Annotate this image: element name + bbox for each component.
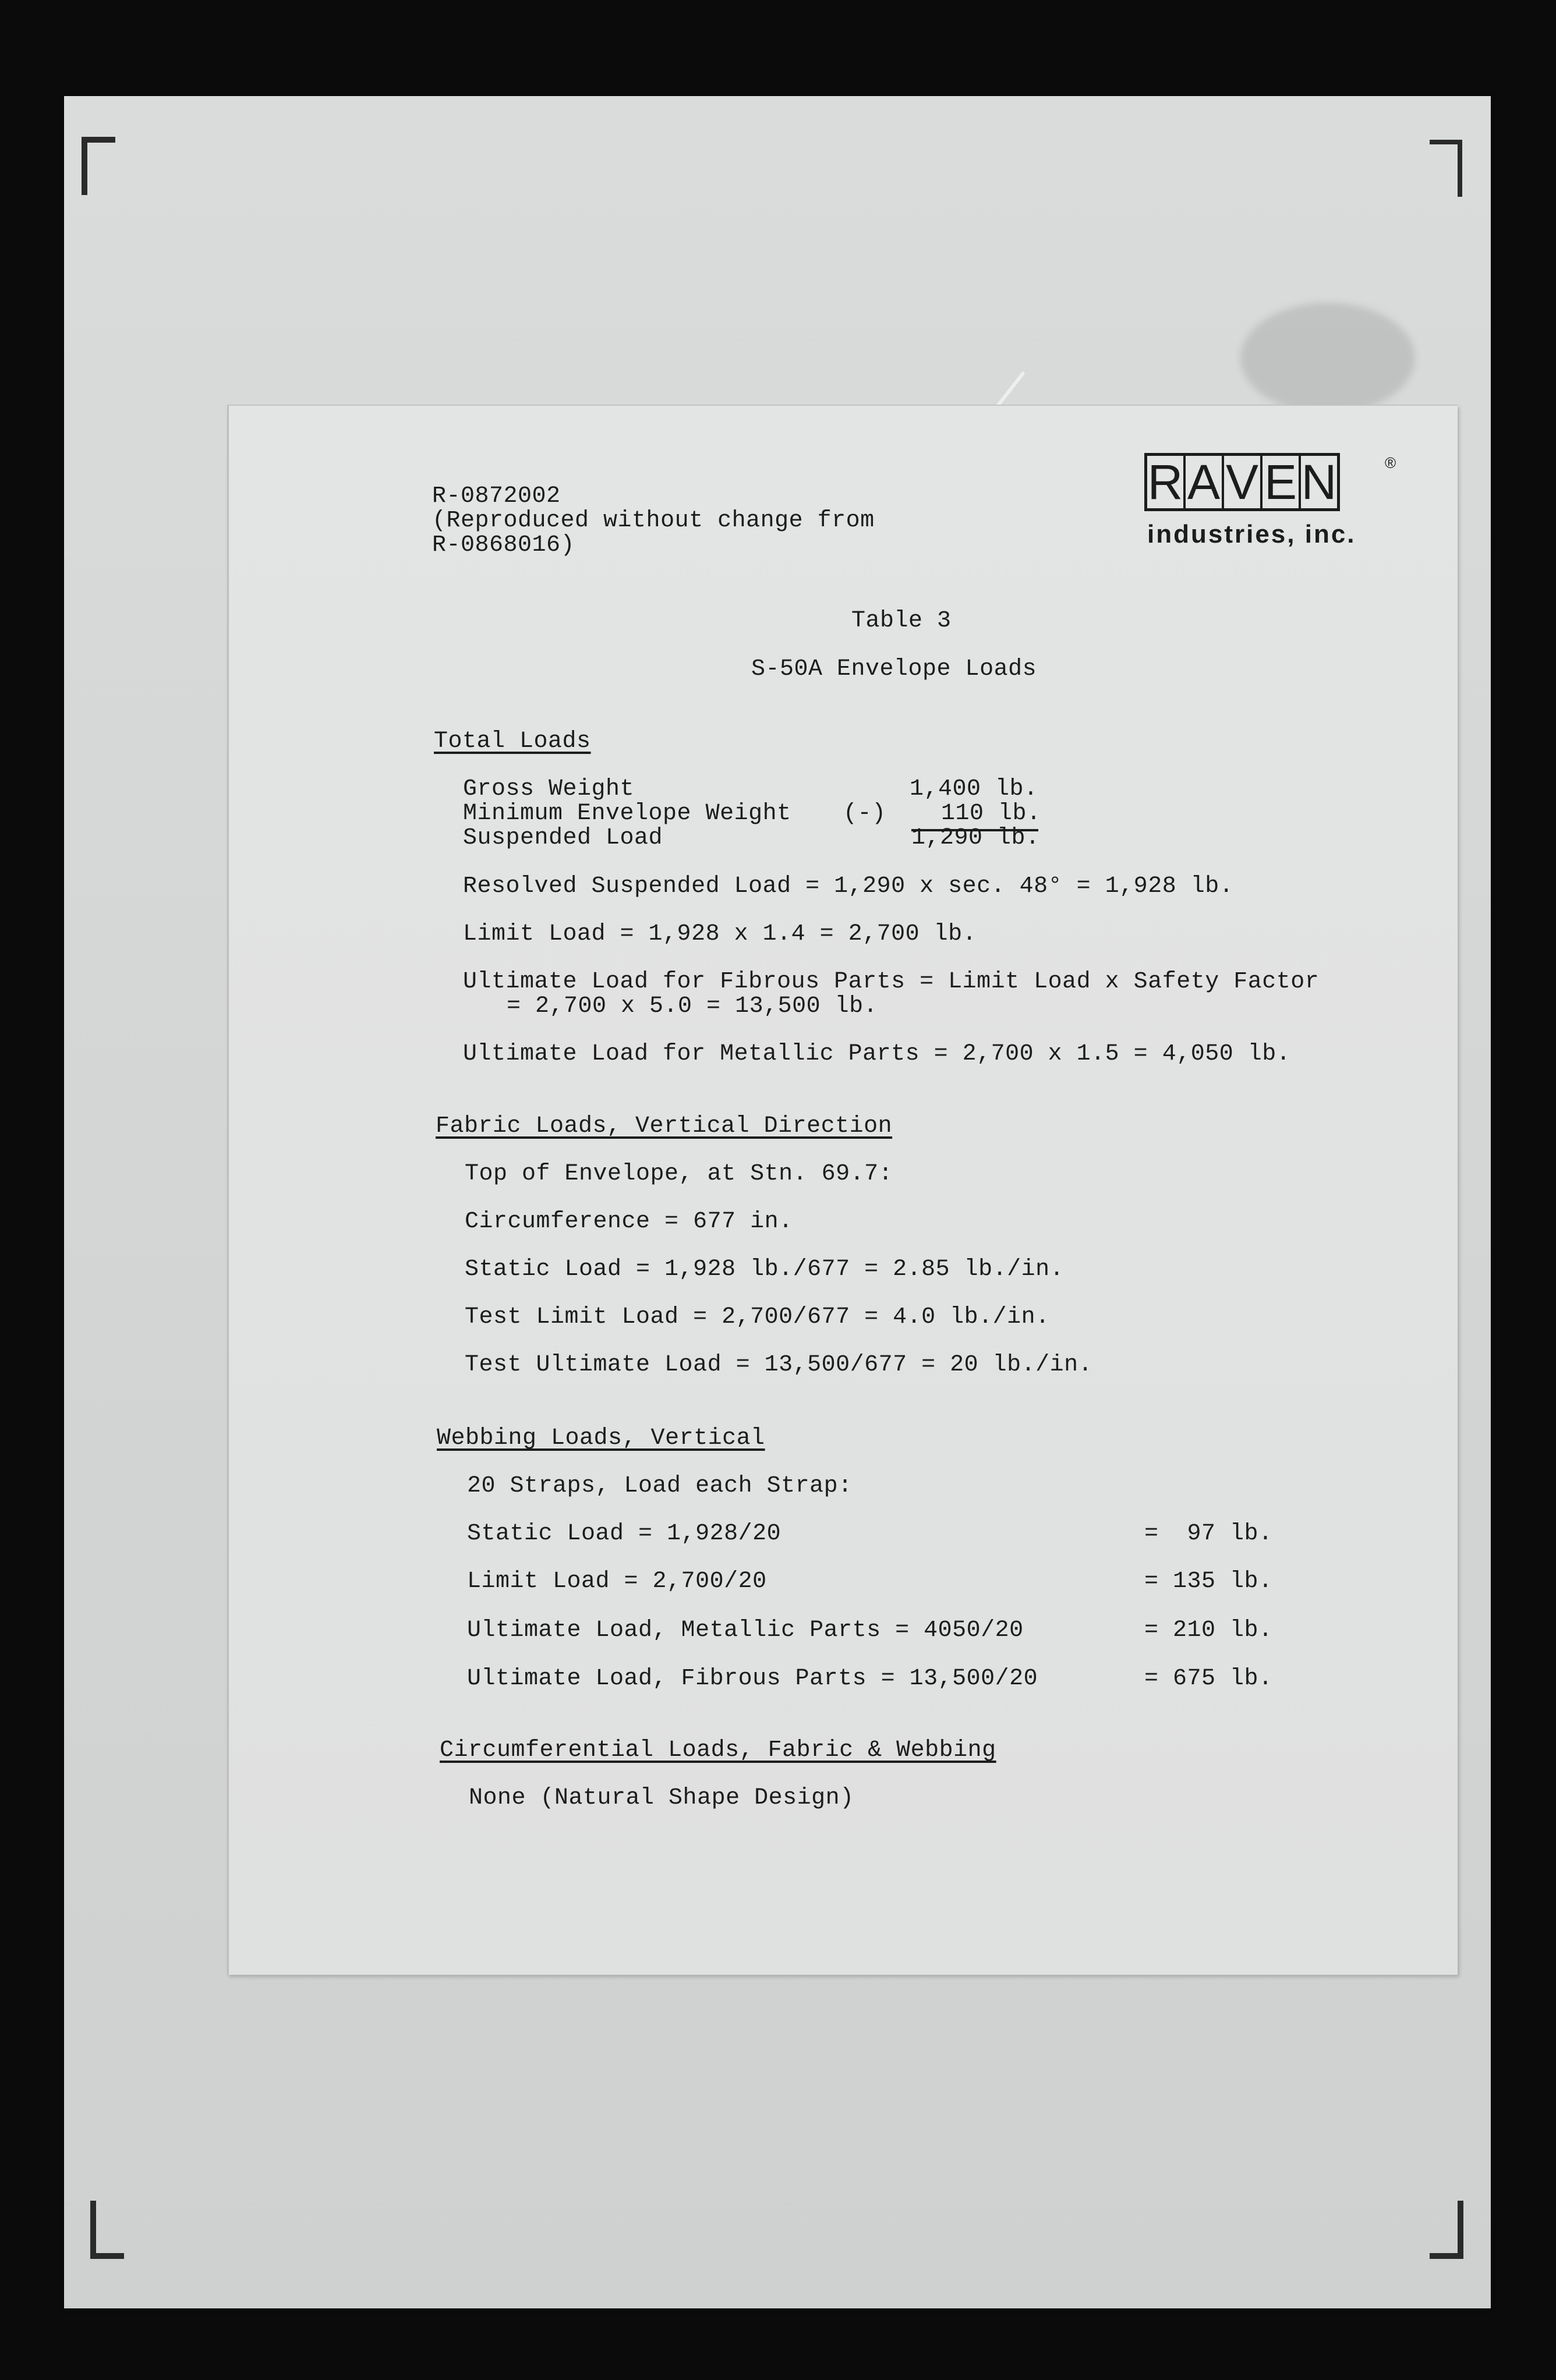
registered-mark: ® bbox=[1385, 454, 1396, 472]
webbing-row-value: = 97 lb. bbox=[1144, 1521, 1273, 1547]
webbing-row-value: = 135 lb. bbox=[1144, 1568, 1273, 1595]
top-of-envelope: Top of Envelope, at Stn. 69.7: bbox=[465, 1161, 893, 1187]
crop-mark-bottom-left bbox=[90, 2201, 124, 2259]
limit-load: Limit Load = 1,928 x 1.4 = 2,700 lb. bbox=[463, 921, 977, 947]
section-heading-total-loads: Total Loads bbox=[434, 728, 591, 755]
webbing-row-label: Limit Load = 2,700/20 bbox=[467, 1568, 767, 1595]
webbing-row-label: Ultimate Load, Fibrous Parts = 13,500/20 bbox=[467, 1666, 1038, 1692]
static-load-fabric: Static Load = 1,928 lb./677 = 2.85 lb./in. bbox=[465, 1256, 1065, 1283]
logo-letter: N bbox=[1301, 455, 1337, 509]
webbing-row-label: Static Load = 1,928/20 bbox=[467, 1521, 781, 1547]
table-title: S-50A Envelope Loads bbox=[751, 656, 1037, 682]
resolved-suspended-load: Resolved Suspended Load = 1,290 x sec. 48° = 1,928 lb. bbox=[463, 873, 1234, 899]
stain bbox=[1240, 303, 1415, 413]
ultimate-load-metallic: Ultimate Load for Metallic Parts = 2,700 x 1.5 = 4,050 lb. bbox=[463, 1041, 1291, 1067]
subtraction-sign: (-) bbox=[843, 801, 886, 827]
reproduction-note-line2: R-0868016) bbox=[432, 532, 575, 558]
report-number: R-0872002 bbox=[432, 483, 561, 509]
min-envelope-weight-value: 110 lb. bbox=[941, 801, 1041, 827]
straps-intro: 20 Straps, Load each Strap: bbox=[467, 1473, 853, 1499]
gross-weight-value: 1,400 lb. bbox=[910, 776, 1038, 802]
raven-logo bbox=[1144, 453, 1340, 511]
ultimate-load-fibrous-line1: Ultimate Load for Fibrous Parts = Limit Load x Safety Factor bbox=[463, 969, 1320, 995]
webbing-row-value: = 675 lb. bbox=[1144, 1666, 1273, 1692]
suspended-load-value: 1,290 lb. bbox=[911, 825, 1040, 851]
section-heading-fabric-loads: Fabric Loads, Vertical Direction bbox=[436, 1113, 893, 1139]
test-ultimate-load: Test Ultimate Load = 13,500/677 = 20 lb./in. bbox=[465, 1352, 1093, 1378]
logo-subtitle: industries, inc. bbox=[1147, 520, 1356, 548]
ultimate-load-fibrous-line2: = 2,700 x 5.0 = 13,500 lb. bbox=[507, 993, 878, 1019]
crop-mark-top-right bbox=[1430, 140, 1462, 197]
min-envelope-weight-label: Minimum Envelope Weight bbox=[463, 801, 791, 827]
webbing-row-label: Ultimate Load, Metallic Parts = 4050/20 bbox=[467, 1617, 1024, 1644]
circumferential-note: None (Natural Shape Design) bbox=[469, 1785, 854, 1811]
logo-letter: E bbox=[1263, 456, 1301, 508]
crop-mark-bottom-right bbox=[1430, 2201, 1463, 2259]
test-limit-load: Test Limit Load = 2,700/677 = 4.0 lb./in. bbox=[465, 1304, 1050, 1330]
crop-mark-top-left bbox=[82, 137, 115, 195]
logo-letter: A bbox=[1186, 456, 1224, 508]
webbing-row-value: = 210 lb. bbox=[1144, 1617, 1273, 1644]
reproduction-note-line1: (Reproduced without change from bbox=[432, 508, 875, 534]
circumference: Circumference = 677 in. bbox=[465, 1209, 793, 1235]
section-heading-webbing-loads: Webbing Loads, Vertical bbox=[437, 1425, 765, 1451]
logo-letter: R bbox=[1147, 456, 1186, 508]
logo-letter: V bbox=[1224, 456, 1263, 508]
section-heading-circumferential-loads: Circumferential Loads, Fabric & Webbing bbox=[440, 1737, 996, 1763]
gross-weight-label: Gross Weight bbox=[463, 776, 635, 802]
table-label: Table 3 bbox=[851, 608, 952, 634]
suspended-load-label: Suspended Load bbox=[463, 825, 663, 851]
